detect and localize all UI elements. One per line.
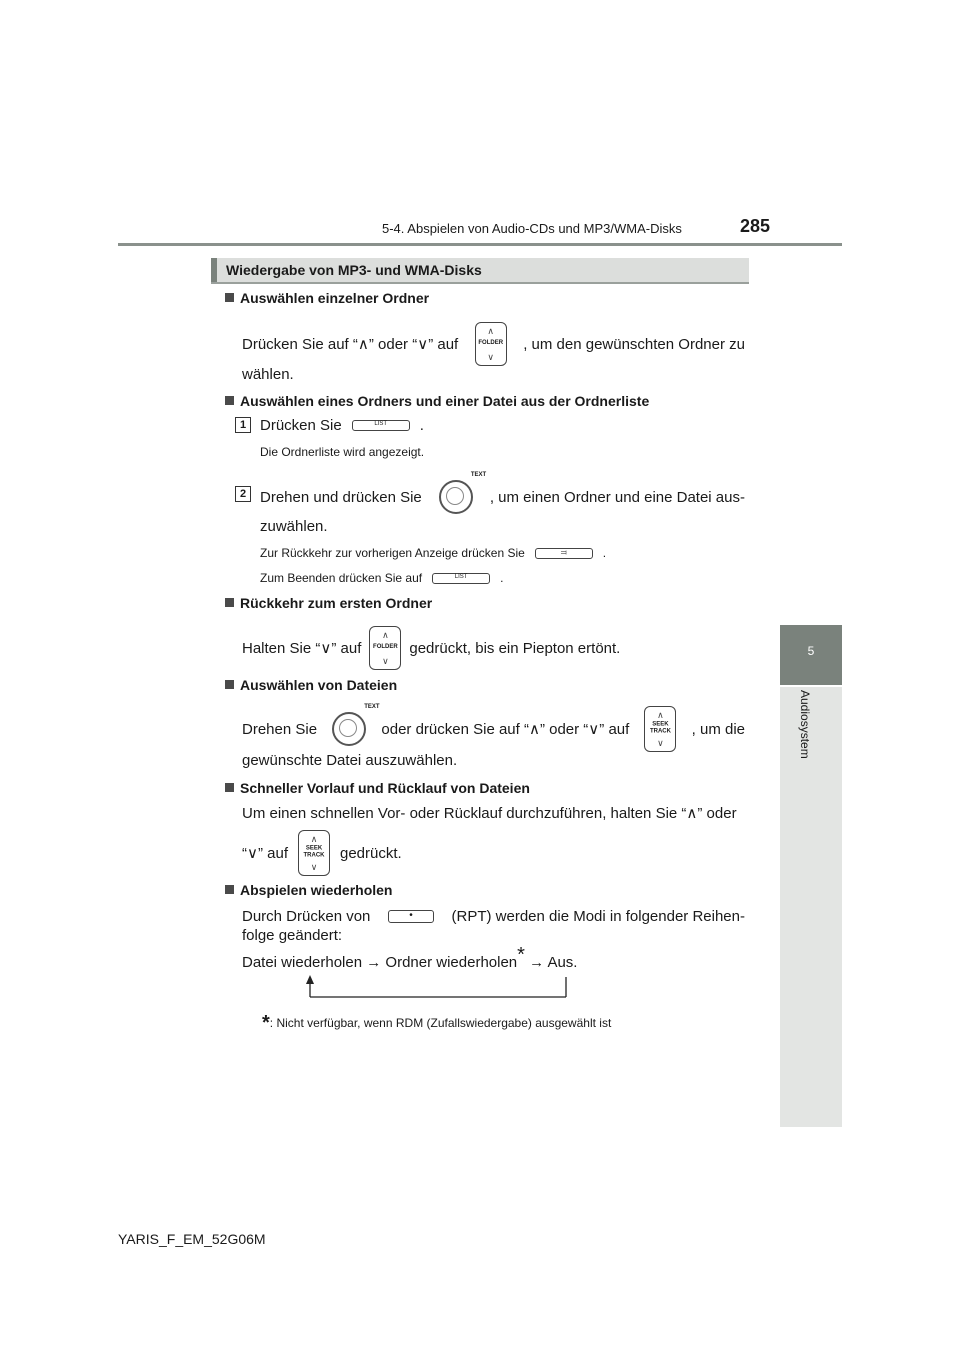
step-number-1: 1 <box>235 417 251 433</box>
back-button-icon <box>535 548 593 559</box>
text-span: , um die <box>691 720 745 738</box>
icon-label: FOLDER <box>478 340 504 347</box>
heading-text: Schneller Vorlauf und Rücklauf von Dateien <box>240 780 530 796</box>
text-span: “∨” auf <box>242 845 288 862</box>
paragraph-line <box>242 704 745 751</box>
heading-text: Rückkehr zum ersten Ordner <box>240 595 433 611</box>
heading-text: Abspielen wiederholen <box>240 882 393 898</box>
text-span: , um den gewünschten Ordner zu <box>523 335 745 353</box>
rpt-button-icon <box>388 910 434 923</box>
paragraph-line <box>242 830 402 876</box>
chevron-up-icon: ∧ <box>657 710 664 720</box>
list-button-icon <box>432 573 490 584</box>
cycle-return-arrow <box>300 975 575 1005</box>
chapter-tab <box>780 625 842 685</box>
text-span: → Aus. <box>524 954 578 971</box>
icon-label: TEXT <box>364 704 380 710</box>
text-span: gedrückt, bis ein Piepton ertönt. <box>409 639 621 657</box>
heading-text: Auswählen einzelner Ordner <box>240 290 430 306</box>
icon-label: • <box>409 909 413 921</box>
paragraph-line: gewünschte Datei auszuwählen. <box>242 752 458 769</box>
text-span: Drücken Sie auf “∧” oder “∨” auf <box>242 336 459 353</box>
step-2-line <box>260 472 745 514</box>
bullet-square-icon <box>225 396 234 405</box>
header-rule <box>118 243 842 246</box>
text-span: Zur Rückkehr zur vorherigen Anzeige drücken Sie <box>260 546 525 560</box>
step-1-note: Die Ordnerliste wird angezeigt. <box>260 445 425 459</box>
text-span: Drücken Sie <box>260 417 342 434</box>
text-knob-icon <box>332 704 380 746</box>
bullet-square-icon <box>225 885 234 894</box>
icon-label: SEEK TRACK <box>303 845 325 859</box>
text-span: gedrückt. <box>340 844 402 862</box>
step-1-line <box>260 417 424 434</box>
section-title: Wiedergabe von MP3- und WMA-Disks <box>226 262 482 278</box>
chevron-down-icon: ∨ <box>310 862 318 872</box>
document-code: YARIS_F_EM_52G06M <box>118 1231 266 1247</box>
paragraph-line <box>242 906 745 926</box>
bullet-square-icon <box>225 293 234 302</box>
text-span: Zum Beenden drücken Sie auf <box>260 571 423 585</box>
step-2-note-1 <box>260 546 606 560</box>
step-number-2: 2 <box>235 486 251 502</box>
text-span: Drehen Sie <box>242 720 318 738</box>
text-span: oder drücken Sie auf “∧” oder “∨” auf <box>381 721 630 738</box>
asterisk: * <box>262 1012 270 1034</box>
heading-select-files <box>225 677 397 693</box>
heading-text: Auswählen eines Ordners und einer Datei aus der Ordnerliste <box>240 393 650 409</box>
text-span: Datei wiederholen → Ordner wiederholen <box>242 954 518 971</box>
heading-select-folder <box>225 290 429 306</box>
chevron-down-icon: ∨ <box>382 656 389 666</box>
paragraph-line: folge geändert: <box>242 927 343 944</box>
text-span: Durch Drücken von <box>242 907 371 925</box>
chapter-tab-number: 5 <box>807 644 815 658</box>
paragraph-line <box>242 626 620 670</box>
text-span: Drehen und drücken Sie <box>260 488 422 506</box>
paragraph-line: Um einen schnellen Vor- oder Rücklauf durchzuführen, halten Sie “∧” oder <box>242 805 737 822</box>
bullet-square-icon <box>225 598 234 607</box>
asterisk: * <box>517 944 525 966</box>
paragraph-line: zuwählen. <box>260 518 328 535</box>
text-knob-icon <box>439 472 487 514</box>
list-button-icon <box>352 420 410 431</box>
icon-label: FOLDER <box>373 644 398 651</box>
text-span: . <box>419 417 424 434</box>
paragraph-line: wählen. <box>242 366 294 383</box>
page-number: 285 <box>740 216 771 236</box>
icon-label: LIST <box>454 573 468 580</box>
icon-label: TEXT <box>470 472 487 478</box>
seek-track-rocker-icon <box>298 830 330 876</box>
icon-label: LIST <box>374 421 388 427</box>
chevron-up-icon: ∧ <box>310 834 318 844</box>
repeat-sequence <box>242 944 578 971</box>
heading-fast-forward <box>225 780 530 796</box>
heading-text: Auswählen von Dateien <box>240 677 398 693</box>
section-accent <box>211 258 217 282</box>
chevron-down-icon: ∨ <box>657 738 664 748</box>
section-title-bar <box>211 258 749 284</box>
chevron-down-icon: ∨ <box>487 352 494 362</box>
chapter-title: 5-4. Abspielen von Audio-CDs und MP3/WMA-Disks <box>382 221 682 236</box>
heading-first-folder <box>225 595 432 611</box>
folder-rocker-icon <box>475 322 507 366</box>
folder-rocker-icon <box>369 626 401 670</box>
heading-repeat <box>225 882 392 898</box>
footnote <box>262 1012 611 1035</box>
text-span: Halten Sie “∨” auf <box>242 640 362 657</box>
paragraph-line <box>242 323 745 365</box>
seek-track-rocker-icon <box>644 706 676 752</box>
chapter-tab-label: Audiosystem <box>798 690 812 759</box>
text-span: (RPT) werden die Modi in folgender Reihen- <box>451 907 745 925</box>
icon-label: ⫤ <box>560 547 567 557</box>
step-2-note-2 <box>260 571 503 585</box>
text-span: , um einen Ordner und eine Datei aus- <box>489 488 745 506</box>
text-span: . <box>500 571 504 585</box>
bullet-square-icon <box>225 680 234 689</box>
bullet-square-icon <box>225 783 234 792</box>
heading-select-folder-file <box>225 393 649 409</box>
chevron-up-icon: ∧ <box>382 630 389 640</box>
text-span: . <box>602 546 607 560</box>
icon-label: SEEK TRACK <box>649 721 671 735</box>
text-span: : Nicht verfügbar, wenn RDM (Zufallswiedergabe) ausgewählt ist <box>269 1016 612 1030</box>
chevron-up-icon: ∧ <box>487 326 494 336</box>
